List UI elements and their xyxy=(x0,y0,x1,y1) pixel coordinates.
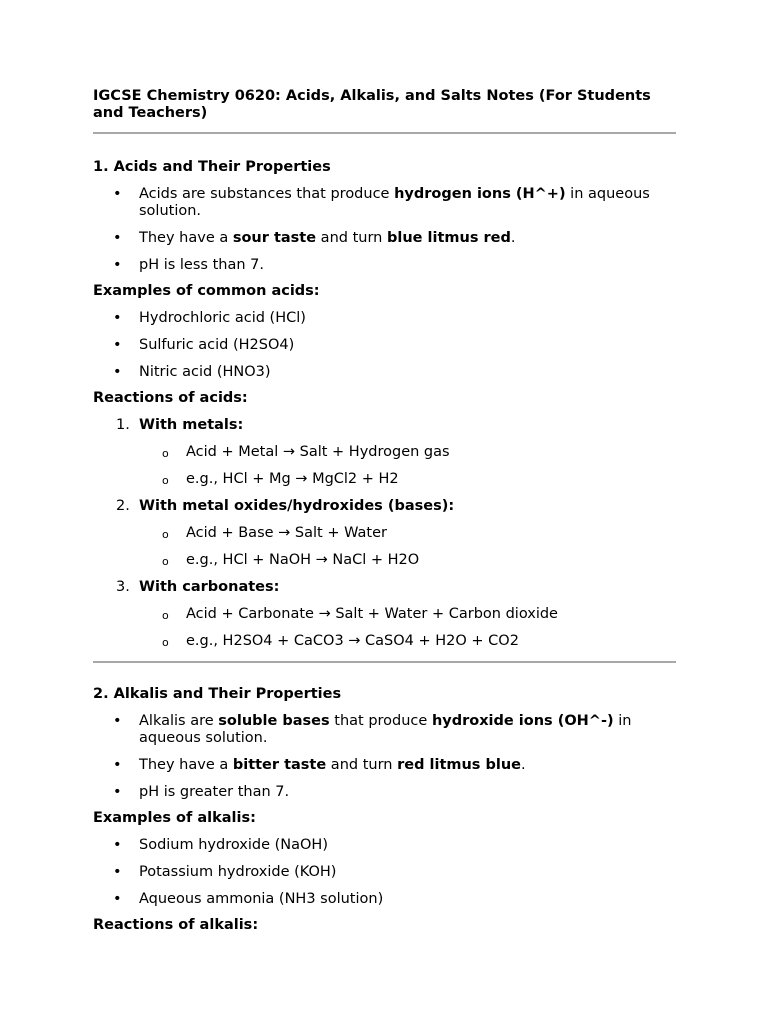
sub-item xyxy=(93,471,676,488)
bold-text: blue litmus red xyxy=(386,230,511,246)
text: and turn xyxy=(326,757,398,773)
bullet-marker: • xyxy=(113,891,122,907)
bold-text: sour taste xyxy=(232,230,317,246)
text: They have a xyxy=(139,757,233,773)
section-heading-acids: 1. Acids and Their Properties xyxy=(93,159,331,175)
numbered-heading xyxy=(93,498,676,515)
bullet-marker: • xyxy=(113,230,122,246)
text: in aqueous solution. xyxy=(139,713,632,746)
alkali-properties-list xyxy=(93,713,676,801)
sub-bullet-marker: o xyxy=(162,528,169,541)
bold-text: hydroxide ions (OH^-) xyxy=(431,713,614,729)
sub-bullet-marker: o xyxy=(162,474,169,487)
list-item xyxy=(93,891,676,908)
sub-item xyxy=(93,606,676,623)
text: They have a xyxy=(139,230,233,246)
text: Alkalis are xyxy=(139,713,219,729)
bullet-marker: • xyxy=(113,713,122,729)
text: With metal oxides/hydroxides (bases): xyxy=(139,498,455,514)
bold-text: soluble bases xyxy=(218,713,330,729)
list-item xyxy=(93,230,676,247)
list-item xyxy=(93,864,676,881)
text: With metals: xyxy=(139,417,244,433)
text: pH is greater than 7. xyxy=(139,784,290,800)
list-item xyxy=(93,310,676,327)
bold-text: red litmus blue xyxy=(397,757,521,773)
text: that produce xyxy=(329,713,432,729)
list-item xyxy=(93,337,676,354)
list-item xyxy=(93,757,676,774)
text: Acids are substances that produce xyxy=(139,186,395,202)
text: Sodium hydroxide (NaOH) xyxy=(139,837,328,853)
text: Sulfuric acid (H2SO4) xyxy=(139,337,295,353)
reactions-label: Reactions of alkalis: xyxy=(93,917,259,933)
list-item xyxy=(93,784,676,801)
examples-label: Examples of alkalis: xyxy=(93,810,256,826)
acid-reactions-list xyxy=(93,417,676,650)
text: Acid + Base → Salt + Water xyxy=(186,525,387,541)
acid-properties-list xyxy=(93,186,676,274)
sub-item xyxy=(93,552,676,569)
sub-bullet-marker: o xyxy=(162,609,169,622)
examples-label: Examples of common acids: xyxy=(93,283,320,299)
bullet-marker: • xyxy=(113,757,122,773)
bullet-marker: • xyxy=(113,837,122,853)
list-item xyxy=(93,186,676,220)
alkali-examples-list xyxy=(93,837,676,908)
list-item xyxy=(93,257,676,274)
section-heading-alkalis: 2. Alkalis and Their Properties xyxy=(93,686,342,702)
number-marker: 1. xyxy=(116,417,130,433)
bold-text: bitter taste xyxy=(232,757,327,773)
list-item xyxy=(93,713,676,747)
bullet-marker: • xyxy=(113,257,122,273)
text: in aqueous solution. xyxy=(139,186,650,219)
sub-item xyxy=(93,633,676,650)
bullet-marker: • xyxy=(113,864,122,880)
divider xyxy=(93,661,676,663)
sub-item xyxy=(93,444,676,461)
text: Hydrochloric acid (HCl) xyxy=(139,310,306,326)
text: e.g., HCl + NaOH → NaCl + H2O xyxy=(186,552,420,568)
text: Aqueous ammonia (NH3 solution) xyxy=(139,891,384,907)
numbered-item xyxy=(93,498,676,569)
text: Potassium hydroxide (KOH) xyxy=(139,864,337,880)
text: and turn xyxy=(316,230,387,246)
sub-bullet-marker: o xyxy=(162,447,169,460)
text: pH is less than 7. xyxy=(139,257,264,273)
number-marker: 2. xyxy=(116,498,130,514)
bullet-marker: • xyxy=(113,337,122,353)
text: e.g., HCl + Mg → MgCl2 + H2 xyxy=(186,471,399,487)
numbered-item xyxy=(93,579,676,650)
reactions-label: Reactions of acids: xyxy=(93,390,248,406)
sub-bullet-marker: o xyxy=(162,636,169,649)
sub-bullet-marker: o xyxy=(162,555,169,568)
text: e.g., H2SO4 + CaCO3 → CaSO4 + H2O + CO2 xyxy=(186,633,519,649)
numbered-heading xyxy=(93,417,676,434)
text: . xyxy=(521,757,526,773)
text: With carbonates: xyxy=(139,579,280,595)
list-item xyxy=(93,364,676,381)
numbered-heading xyxy=(93,579,676,596)
bullet-marker: • xyxy=(113,186,122,202)
divider xyxy=(93,132,676,134)
list-item xyxy=(93,837,676,854)
bold-text: hydrogen ions (H^+) xyxy=(394,186,566,202)
document-title: IGCSE Chemistry 0620: Acids, Alkalis, and Salts Notes (For Students and Teachers) xyxy=(93,88,651,121)
sub-item xyxy=(93,525,676,542)
bullet-marker: • xyxy=(113,310,122,326)
bullet-marker: • xyxy=(113,364,122,380)
acid-examples-list xyxy=(93,310,676,381)
text: Acid + Metal → Salt + Hydrogen gas xyxy=(186,444,450,460)
text: . xyxy=(510,230,516,246)
bullet-marker: • xyxy=(113,784,122,800)
numbered-item xyxy=(93,417,676,488)
document-page xyxy=(93,88,676,934)
text: Acid + Carbonate → Salt + Water + Carbon dioxide xyxy=(186,606,558,622)
number-marker: 3. xyxy=(116,579,130,595)
text: Nitric acid (HNO3) xyxy=(139,364,271,380)
